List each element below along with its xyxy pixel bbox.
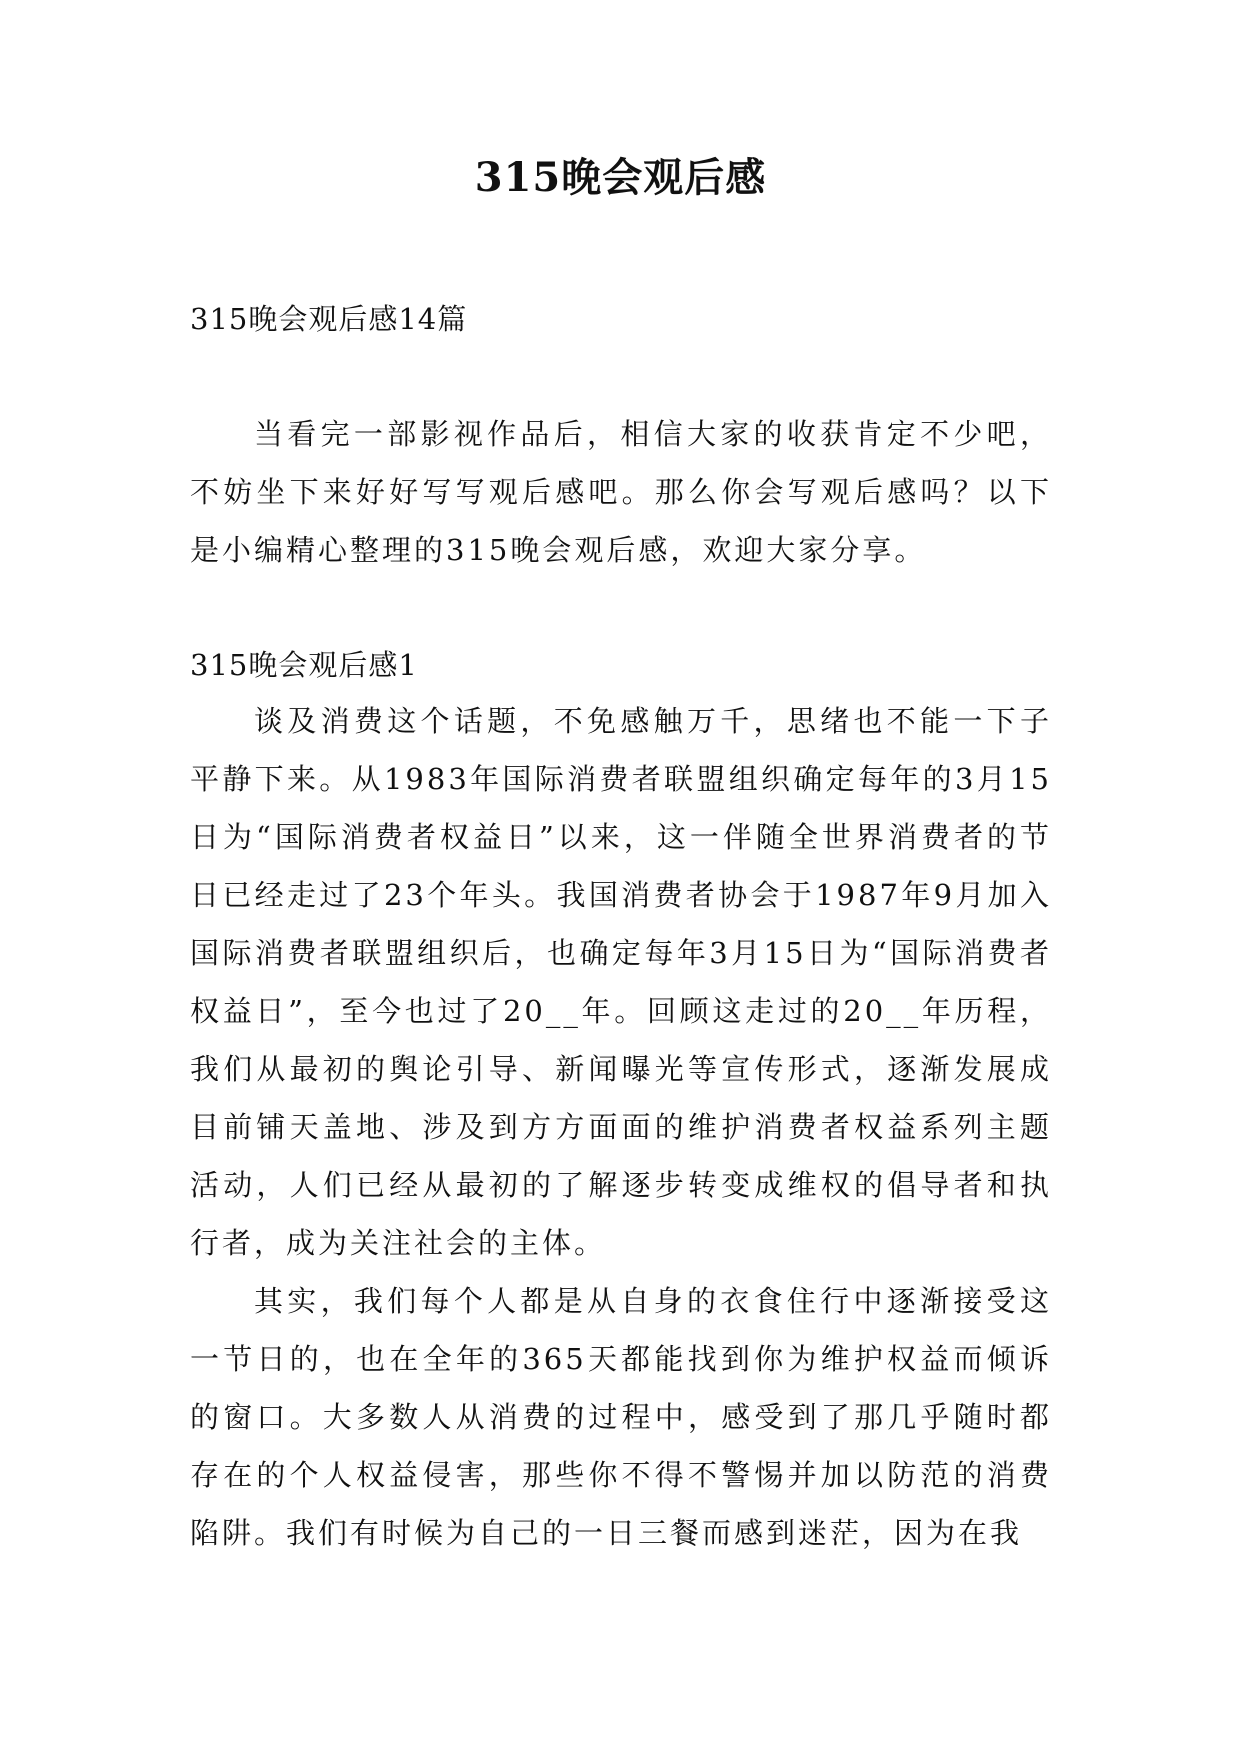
section-heading: 315晚会观后感1 bbox=[190, 648, 418, 682]
body-paragraph-2: 其实，我们每个人都是从自身的衣食住行中逐渐接受这一节日的，也在全年的365天都能找到你为维护权益而倾诉的窗口。大多数人从消费的过程中，感受到了那几乎随时都存在的个人权益侵害，那些你不得不警惕并加以防范的消费陷阱。我们有时候为自己的一日三餐而感到迷茫，因为在我 bbox=[190, 1284, 1052, 1550]
body-paragraph-1: 谈及消费这个话题，不免感触万千，思绪也不能一下子平静下来。从1983年国际消费者联盟组织确定每年的3月15日为“国际消费者权益日”以来，这一伴随全世界消费者的节日已经走过了23个年头。我国消费者协会于1987年9月加入国际消费者联盟组织后，也确定每年3月15日为“国际消费者权益日”，至今也过了20__年。回顾这走过的20__年历程，我们从最初的舆论引导、新闻曝光等宣传形式，逐渐发展成目前铺天盖地、涉及到方方面面的维护消费者权益系列主题活动，人们已经从最初的了解逐步转变成维权的倡导者和执行者，成为关注社会的主体。 bbox=[190, 704, 1052, 1260]
intro-paragraph: 当看完一部影视作品后，相信大家的收获肯定不少吧，不妨坐下来好好写写观后感吧。那么你会写观后感吗？以下是小编精心整理的315晚会观后感，欢迎大家分享。 bbox=[190, 417, 1052, 567]
body-text bbox=[190, 692, 1052, 1562]
document-title: 315晚会观后感 bbox=[474, 154, 767, 201]
document-subtitle: 315晚会观后感14篇 bbox=[190, 302, 468, 336]
intro-block bbox=[190, 405, 1052, 579]
